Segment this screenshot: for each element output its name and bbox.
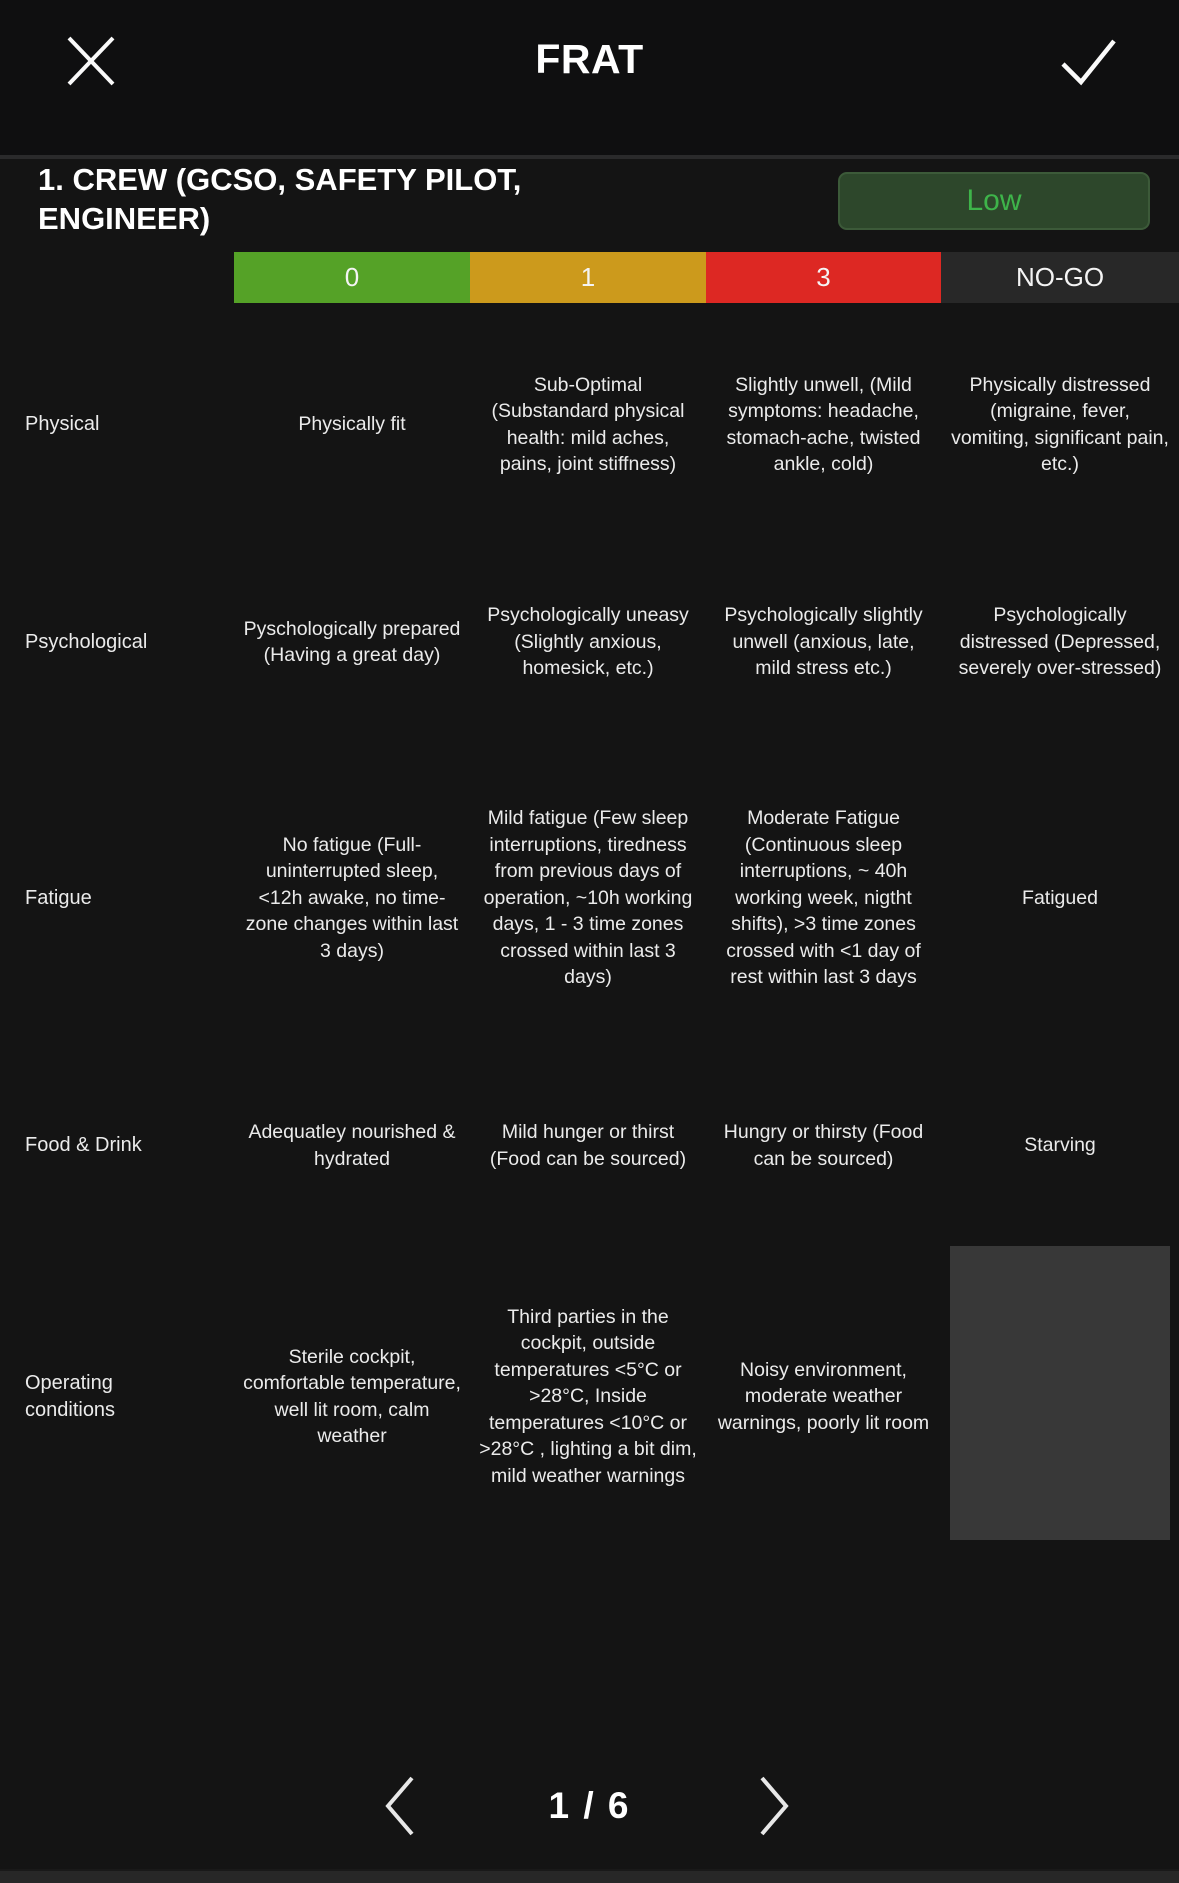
row-label-operating-conditions: Operating conditions [25,1371,116,1421]
option-cell-psychological-no-go[interactable]: Psychologically distressed (Depressed, severely over-stressed) [958,604,1162,680]
option-cell-food-drink-1[interactable]: Mild hunger or thirst (Food can be sourced) [489,1121,687,1170]
row-label-physical: Physical [25,413,100,435]
confirm-button[interactable] [1055,30,1121,92]
option-cell-food-drink-no-go[interactable]: Starving [1024,1134,1096,1157]
row-label-psychological: Psychological [25,630,148,653]
section-title: 1. CREW (GCSO, SAFETY PILOT, ENGINEER) [38,162,522,236]
option-cell-fatigue-0[interactable]: No fatigue (Full-uninterrupted sleep, <12h awake, no time-zone changes within last 3 days) [245,833,459,962]
option-cell-operating-conditions-0[interactable]: Sterile cockpit, comfortable temperature, well lit room, calm weather [243,1345,461,1447]
column-header-1: 1 [470,252,706,303]
table-corner [0,252,234,303]
option-cell-physical-1[interactable]: Sub-Optimal (Substandard physical health: mild aches, pains, joint stiffness) [491,373,685,475]
option-cell-psychological-1[interactable]: Psychologically uneasy (Slightly anxious, homesick, etc.) [487,604,689,680]
option-cell-fatigue-3[interactable]: Moderate Fatigue (Continuous sleep interruptions, ~ 40h working week, nigtht shifts), >3 time zones crossed with <1 day of rest within last 3 days [726,807,921,989]
row-label-fatigue: Fatigue [25,886,92,909]
option-cell-food-drink-3[interactable]: Hungry or thirsty (Food can be sourced) [723,1121,924,1170]
page-title: FRAT [535,36,644,82]
page-indicator: 1 / 6 [548,1785,631,1826]
option-cell-physical-0[interactable]: Physically fit [298,413,406,436]
chevron-right-icon [755,1774,793,1838]
disabled-cell-box [950,1246,1170,1540]
bottom-system-bar [0,1869,1179,1883]
option-cell-food-drink-0[interactable]: Adequatley nourished & hydrated [248,1121,456,1170]
column-header-no-go: NO-GO [941,252,1179,303]
column-header-0: 0 [234,252,470,303]
option-cell-operating-conditions-1[interactable]: Third parties in the cockpit, outside temperatures <5°C or >28°C, Inside temperatures <10°C or >28°C , lighting a bit dim, mild weather warnings [479,1305,697,1487]
risk-level-badge: Low [838,172,1150,230]
column-header-3: 3 [706,252,941,303]
option-cell-psychological-3[interactable]: Psychologically slightly unwell (anxious, late, mild stress etc.) [724,604,923,680]
top-bar [0,0,1179,159]
option-cell-fatigue-1[interactable]: Mild fatigue (Few sleep interruptions, tiredness from previous days of operation, ~10h working days, 1 - 3 time zones crossed within last 3 days) [483,807,693,989]
option-cell-physical-3[interactable]: Slightly unwell, (Mild symptoms: headache, stomach-ache, twisted ankle, cold) [726,373,921,475]
check-icon [1056,33,1120,89]
option-cell-physical-no-go[interactable]: Physically distressed (migraine, fever, vomiting, significant pain, etc.) [951,373,1169,475]
option-cell-fatigue-no-go[interactable]: Fatigued [1022,886,1098,909]
next-page-button[interactable] [752,1774,796,1838]
risk-table [0,252,1179,1560]
row-label-food-drink: Food & Drink [25,1134,142,1156]
option-cell-operating-conditions-3[interactable]: Noisy environment, moderate weather warnings, poorly lit room [717,1358,930,1434]
pagination [0,1770,1179,1842]
option-cell-psychological-0[interactable]: Pyschologically prepared (Having a great day) [243,617,461,666]
option-cell-operating-conditions-no-go [941,1233,1179,1560]
